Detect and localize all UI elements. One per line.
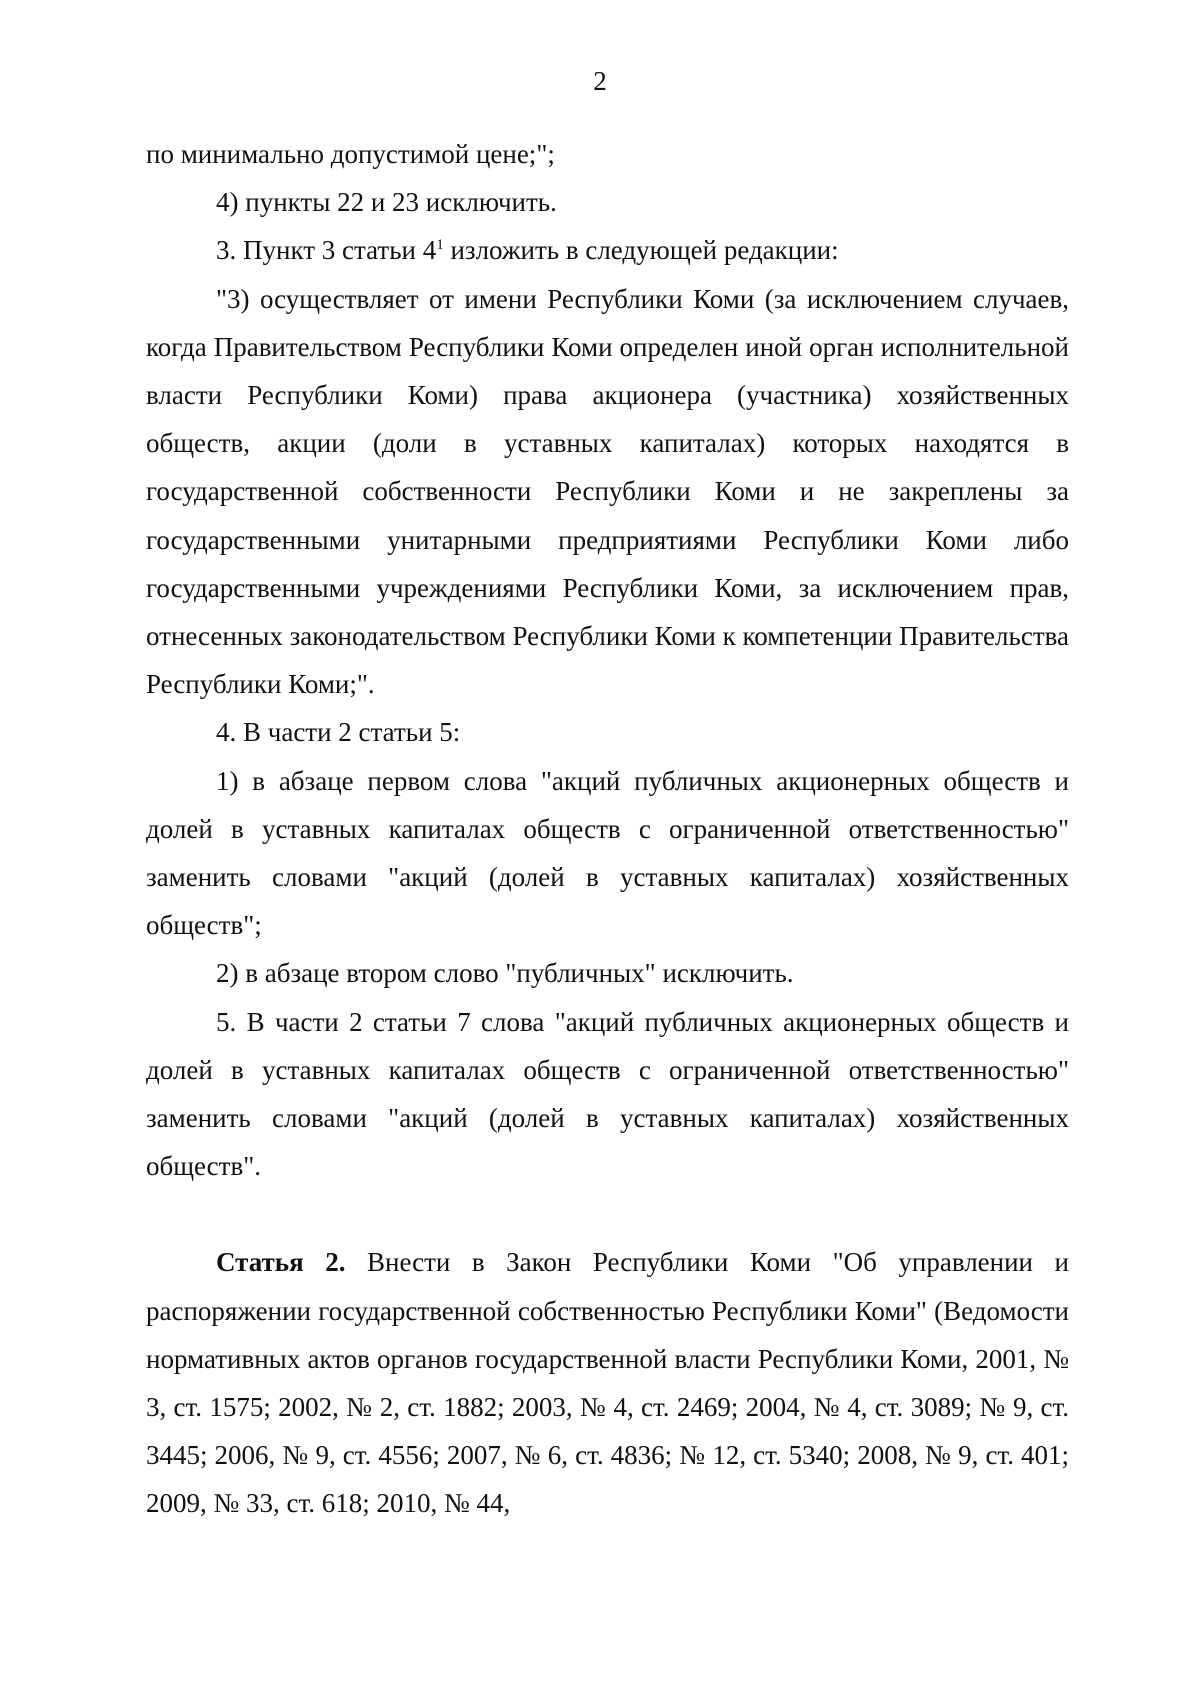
article-2-heading: Статья 2. (216, 1247, 346, 1278)
paragraph-point-5: 5. В части 2 статьи 7 слова "акций публичных акционерных обществ и долей в уставных капиталах обществ с ограниченной ответственностью" заменить словами "акций (долей в уставных капиталах) хозяйственных обществ". (146, 1006, 1069, 1182)
paragraph-point-4: 4. В части 2 статьи 5: (216, 717, 461, 748)
paragraph-item-4: 4) пункты 22 и 23 исключить. (216, 187, 557, 218)
paragraph-point-3 (146, 226, 1069, 274)
point-3-text-end: изложить в следующей редакции: (443, 235, 839, 266)
superscript-1: 1 (436, 237, 444, 254)
paragraph-gap (146, 1190, 1069, 1238)
paragraph-subitem-2: 2) в абзаце втором слово "публичных" исключить. (216, 958, 794, 989)
paragraph-article-2 (146, 1238, 1069, 1527)
point-3-text: 3. Пункт 3 статьи 4 (216, 235, 437, 266)
article-2-text: Внести в Закон Республики Коми "Об управлении и распоряжении государственной собственностью Республики Коми" (Ведомости нормативных актов органов государственной власти Республики Коми, 2001, № 3, ст. 1575; 2002, № 2, ст. 1882; 2003, № 4, ст. 2469; 2004, № 4, ст. 3089; № 9, ст. 3445; 2006, № 9, ст. 4556; 2007, № 6, ст. 4836; № 12, ст. 5340; 2008, № 9, ст. 401; 2009, № 33, ст. 618; 2010, № 44, (146, 1247, 1069, 1519)
paragraph-quoted-item-3: "3) осуществляет от имени Республики Коми (за исключением случаев, когда Правительством Республики Коми определен иной орган исполнительной власти Республики Коми) права акционера (участника) хозяйственных обществ, акции (доли в уставных капиталах) которых находятся в государственной собственности Республики Коми и не закреплены за государственными унитарными предприятиями Республики Коми либо государственными учреждениями Республики Коми, за исключением прав, отнесенных законодательством Республики Коми к компетенции Правительства Республики Коми;". (146, 283, 1069, 700)
paragraph-subitem-1: 1) в абзаце первом слова "акций публичных акционерных обществ и долей в уставных капиталах обществ с ограниченной ответственностью" заменить словами "акций (долей в уставных капиталах) хозяйственных обществ"; (146, 765, 1069, 941)
page-number: 2 (593, 66, 607, 96)
document-body (146, 130, 1069, 1528)
paragraph-continuation: по минимально допустимой цене;"; (146, 139, 555, 169)
